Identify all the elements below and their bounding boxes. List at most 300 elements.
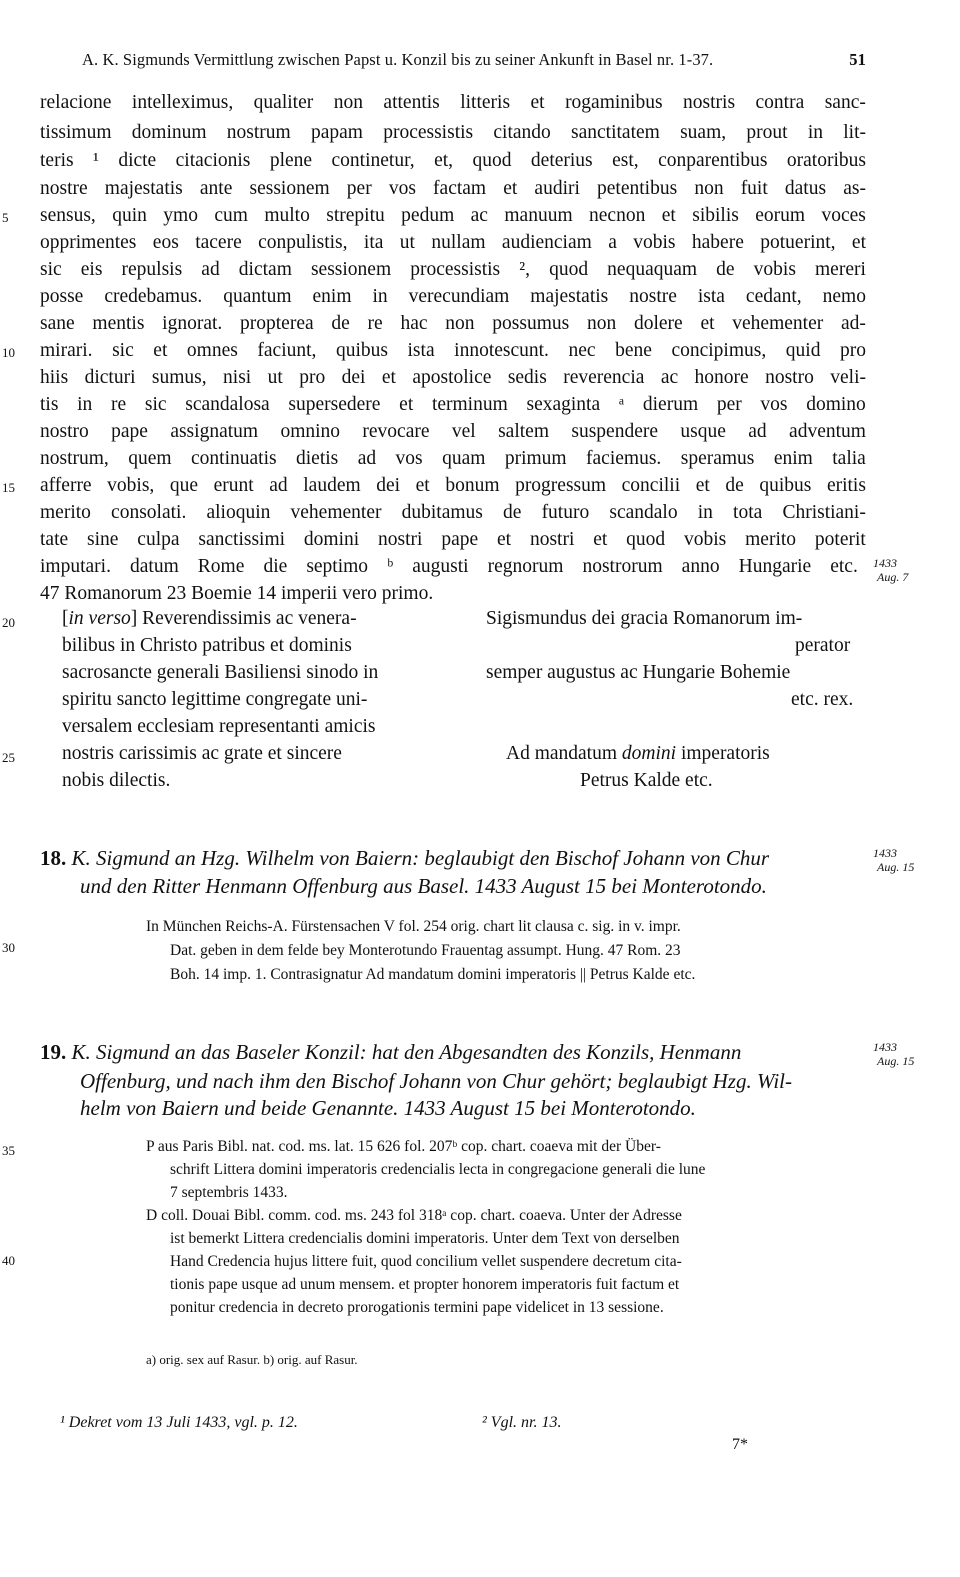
word: dierum <box>642 394 699 415</box>
source-line: D coll. Douai Bibl. comm. cod. ms. 243 fol 318ᵃ cop. chart. coaeva. Unter der Adresse <box>146 1207 682 1224</box>
line-number: 5 <box>2 210 9 225</box>
word: verecundiam <box>408 286 510 307</box>
word: pape <box>441 529 479 550</box>
word: faciunt, <box>257 340 317 361</box>
word: dubitamus <box>401 502 483 523</box>
entry-19-regest-3 <box>80 1096 696 1121</box>
regest-line: K. Sigmund an das Baseler Konzil: hat den Abgesandten des Konzils, Henmann <box>71 1040 742 1064</box>
word: processistis <box>383 122 474 143</box>
word: sic <box>144 394 167 415</box>
word: non <box>333 92 363 113</box>
word: sedis <box>507 367 547 388</box>
word: sessionem <box>310 259 392 280</box>
word: ignorat. <box>162 313 223 334</box>
word: enim <box>773 448 813 469</box>
word: de <box>716 259 735 280</box>
word: et <box>593 529 608 550</box>
word: dictam <box>238 259 292 280</box>
word: sic <box>112 340 134 361</box>
word: petentibus <box>597 178 678 199</box>
word: ista <box>407 340 435 361</box>
word: dominum <box>131 122 207 143</box>
word: cum <box>214 205 248 226</box>
word: pedum <box>401 205 455 226</box>
word: ac <box>660 367 679 388</box>
word: nec <box>568 340 596 361</box>
word: ac <box>470 205 488 226</box>
word: vos <box>388 178 416 199</box>
word: tacere <box>195 232 242 253</box>
word: ², <box>519 259 530 280</box>
word: papam <box>310 122 363 143</box>
word: scandalosa <box>185 394 270 415</box>
word: manuum <box>504 205 573 226</box>
word: concilii <box>621 475 681 496</box>
word: sanctitatem <box>571 122 660 143</box>
word: opprimentes <box>40 232 137 253</box>
margin-date <box>873 846 914 874</box>
word: et <box>851 232 866 253</box>
word: et <box>497 529 512 550</box>
word: continuatis <box>191 448 277 469</box>
word: quibus <box>759 475 812 496</box>
word: et <box>381 367 396 388</box>
word: quod <box>472 150 512 171</box>
word: audienciam <box>501 232 592 253</box>
word: propterea <box>240 313 314 334</box>
word: ad <box>357 448 377 469</box>
text-line <box>40 178 866 200</box>
word: nullam <box>431 232 486 253</box>
word: merito <box>40 502 91 523</box>
word: nequaquam <box>607 259 698 280</box>
word: credebamus. <box>104 286 203 307</box>
text-line <box>40 394 866 416</box>
word: plene <box>269 150 313 171</box>
word: nostrum <box>226 122 291 143</box>
word: nostre <box>40 178 88 199</box>
line-number: 35 <box>2 1143 15 1158</box>
page-number: 51 <box>849 50 866 69</box>
word: vobis <box>753 259 796 280</box>
address-line: sacrosancte generali Basiliensi sinodo in <box>62 662 379 683</box>
word: de <box>331 313 350 334</box>
word: vehementer <box>732 313 824 334</box>
word: conparentibus <box>658 150 768 171</box>
signature-line: Petrus Kalde etc. <box>580 770 713 791</box>
text-line <box>40 150 866 172</box>
signature-mark: 7* <box>732 1436 748 1453</box>
word: regnorum <box>487 556 564 577</box>
word: litteris <box>460 92 511 113</box>
regest-line: Offenburg, und nach ihm den Bischof Johann von Chur gehört; beglaubigt Hzg. Wil- <box>80 1069 792 1093</box>
text-line <box>40 205 866 227</box>
word: poterit <box>814 529 866 550</box>
word: mentis <box>92 313 145 334</box>
word: necnon <box>589 205 646 226</box>
word: consolati. <box>111 502 187 523</box>
word: possumus <box>492 313 570 334</box>
word: relacione <box>40 92 112 113</box>
text-line <box>40 259 866 281</box>
word: audiri <box>534 178 580 199</box>
word: adventum <box>789 421 866 442</box>
word: in <box>807 122 823 143</box>
word: ymo <box>163 205 198 226</box>
text-line <box>40 475 866 497</box>
word: vos <box>760 394 788 415</box>
entry-18-regest-2 <box>80 874 767 899</box>
word: quid <box>785 340 821 361</box>
word: et <box>153 340 168 361</box>
word: ᵇ <box>387 556 394 577</box>
word: habere <box>691 232 744 253</box>
word: posse <box>40 286 84 307</box>
word: culpa <box>137 529 180 550</box>
word: talia <box>832 448 866 469</box>
word: non <box>586 313 617 334</box>
source-line: In München Reichs-A. Fürstensachen V fol. 254 orig. chart lit clausa c. sig. in v. impr. <box>146 918 681 935</box>
word: datum <box>130 556 179 577</box>
entry-18-regest <box>40 846 865 871</box>
text-line <box>40 122 866 144</box>
word: repulsis <box>121 259 183 280</box>
word: ista <box>697 286 725 307</box>
text-line: 47 Romanorum 23 Boemie 14 imperii vero primo. <box>40 583 434 604</box>
entry-number: 18. <box>40 846 67 870</box>
word: nostri <box>378 529 423 550</box>
word: nostre <box>629 286 677 307</box>
source-line: schrift Littera domini imperatoris credencialis lecta in congregacione generali die lune <box>170 1161 706 1178</box>
word: suspendere <box>571 421 659 442</box>
word: vel <box>451 421 476 442</box>
word: imputari. <box>40 556 111 577</box>
word: citando <box>493 122 551 143</box>
word: que <box>169 475 199 496</box>
word: sessionem <box>249 178 330 199</box>
margin-day: Aug. 15 <box>877 1054 915 1068</box>
word: dei <box>376 475 401 496</box>
word: tis <box>40 394 59 415</box>
word: omnes <box>186 340 238 361</box>
word: eritis <box>826 475 866 496</box>
word: in <box>697 502 713 523</box>
word: pro <box>299 367 326 388</box>
word: a <box>608 232 617 253</box>
line-number: 40 <box>2 1253 15 1268</box>
word: et <box>661 205 676 226</box>
regest-line: K. Sigmund an Hzg. Wilhelm von Baiern: beglaubigt den Bischof Johann von Chur <box>71 846 770 870</box>
source-line: Hand Credencia hujus littere fuit, quod concilium vellet suspendere decretum cita- <box>170 1253 682 1270</box>
word: augusti <box>412 556 469 577</box>
word: concipimus, <box>671 340 767 361</box>
word: nostrum, <box>40 448 109 469</box>
regest-line: und den Ritter Henmann Offenburg aus Basel. 1433 August 15 bei Monterotondo. <box>80 874 767 898</box>
line-number: 15 <box>2 480 15 495</box>
word: sanctissimi <box>198 529 286 550</box>
word: non <box>694 178 724 199</box>
word: rogaminibus <box>565 92 663 113</box>
word: as- <box>843 178 866 199</box>
word: quam <box>442 448 486 469</box>
margin-day: Aug. 15 <box>877 860 915 874</box>
source-line: Boh. 14 imp. 1. Contrasignatur Ad mandatum domini imperatoris || Petrus Kalde etc. <box>170 966 696 983</box>
word: lit- <box>843 122 866 143</box>
word: nostro <box>765 367 814 388</box>
signature-line: Sigismundus dei gracia Romanorum im- <box>486 608 803 629</box>
source-line: tionis pape usque ad unum mensem. et propter honorem imperatoris fuit factum et <box>170 1276 680 1293</box>
critical-notes: a) orig. sex auf Rasur. b) orig. auf Rasur. <box>146 1352 358 1367</box>
word: afferre <box>40 475 92 496</box>
address-line: [in verso] Reverendissimis ac venera- <box>62 608 357 629</box>
word: ante <box>199 178 233 199</box>
word: continetur, <box>331 150 415 171</box>
word: erunt <box>213 475 254 496</box>
margin-year: 1433 <box>873 556 897 570</box>
word: vehementer <box>290 502 382 523</box>
word: in <box>372 286 388 307</box>
word: eos <box>152 232 179 253</box>
address-line: spiritu sancto legittime congregate uni- <box>62 689 368 710</box>
word: septimo <box>306 556 369 577</box>
text-line <box>40 232 866 254</box>
word: quibus <box>335 340 388 361</box>
word: terminum <box>431 394 508 415</box>
text-line <box>40 313 866 335</box>
word: dicturi <box>84 367 136 388</box>
word: eorum <box>755 205 806 226</box>
text-line <box>40 340 866 362</box>
word: die <box>263 556 288 577</box>
word: de <box>503 502 522 523</box>
word: ᵃ <box>618 394 625 415</box>
signature-line: Ad mandatum domini imperatoris <box>506 743 770 764</box>
word: re <box>367 313 383 334</box>
word: revocare <box>362 421 430 442</box>
word: tota <box>733 502 763 523</box>
word: reverencia <box>563 367 645 388</box>
word: est, <box>612 150 639 171</box>
word: dei <box>341 367 366 388</box>
word: domino <box>806 394 866 415</box>
word: citacionis <box>175 150 251 171</box>
word: veli- <box>830 367 866 388</box>
word: anno <box>681 556 720 577</box>
word: quod <box>626 529 666 550</box>
word: ad <box>201 259 220 280</box>
word: ad <box>269 475 288 496</box>
word: Christiani- <box>782 502 866 523</box>
word: deterius <box>530 150 593 171</box>
regest-line: helm von Baiern und beide Genannte. 1433 August 15 bei Monterotondo. <box>80 1096 696 1120</box>
word: multo <box>264 205 310 226</box>
word: contra <box>755 92 805 113</box>
word: sibilis <box>692 205 739 226</box>
running-title: A. K. Sigmunds Vermittlung zwischen Papst u. Konzil bis zu seiner Ankunft in Basel nr. 1-37. <box>82 50 714 69</box>
word: quantum <box>223 286 292 307</box>
word: vobis <box>633 232 676 253</box>
word: saltem <box>498 421 549 442</box>
word: bene <box>615 340 652 361</box>
word: intelleximus, <box>131 92 234 113</box>
word: mirari. <box>40 340 93 361</box>
word: enim <box>312 286 352 307</box>
word: sensus, <box>40 205 96 226</box>
word: sic <box>40 259 62 280</box>
word: tate <box>40 529 69 550</box>
word: vobis <box>684 529 727 550</box>
word: nemo <box>822 286 866 307</box>
word: quem <box>128 448 172 469</box>
address-line: versalem ecclesiam representanti amicis <box>62 716 376 737</box>
word: quod <box>549 259 589 280</box>
word: voces <box>821 205 866 226</box>
word: per <box>346 178 372 199</box>
word: hiis <box>40 367 69 388</box>
word: Rome <box>197 556 245 577</box>
word: teris <box>40 150 74 171</box>
word: pape <box>111 421 148 442</box>
word: strepitu <box>326 205 385 226</box>
address-line: nostris carissimis ac grate et sincere <box>62 743 342 764</box>
word: per <box>716 394 742 415</box>
running-header <box>82 50 866 70</box>
source-line: ponitur credencia in decreto prorogationis termini pape videlicet in 13 sessione. <box>170 1299 664 1316</box>
word: dietis <box>296 448 339 469</box>
word: pro <box>840 340 866 361</box>
word: mereri <box>815 259 866 280</box>
word: faciemus. <box>586 448 662 469</box>
text-line <box>40 502 866 524</box>
footnote-1: ¹ Dekret vom 13 Juli 1433, vgl. p. 12. <box>60 1414 298 1431</box>
margin-year: 1433 <box>873 1040 897 1054</box>
word: in <box>77 394 93 415</box>
word: innotescunt. <box>454 340 549 361</box>
word: etc. <box>830 556 858 577</box>
word: fuit <box>740 178 768 199</box>
word: potuerint, <box>760 232 836 253</box>
word: sumus, <box>151 367 207 388</box>
source-line: Dat. geben in dem felde bey Monterotundo Frauentag assumpt. Hung. 47 Rom. 23 <box>170 942 681 959</box>
word: ita <box>363 232 384 253</box>
word: apostolice <box>412 367 492 388</box>
line-number: 20 <box>2 615 15 630</box>
word: ut <box>399 232 415 253</box>
word: re <box>111 394 127 415</box>
word: oratoribus <box>786 150 866 171</box>
word: conpulistis, <box>258 232 348 253</box>
word: ut <box>267 367 283 388</box>
word: progressum <box>515 475 607 496</box>
signature-line: etc. rex. <box>791 689 854 710</box>
word: et <box>399 394 414 415</box>
word: Hungarie <box>738 556 812 577</box>
word: de <box>725 475 744 496</box>
text-line <box>40 367 866 389</box>
word: non <box>445 313 475 334</box>
line-number: 10 <box>2 345 15 360</box>
word: quin <box>112 205 147 226</box>
word: speramus <box>680 448 755 469</box>
text-line <box>40 421 866 443</box>
word: et <box>503 178 518 199</box>
word: domini <box>303 529 360 550</box>
word: qualiter <box>253 92 314 113</box>
entry-19-regest-2 <box>80 1069 792 1094</box>
word: nisi <box>223 367 252 388</box>
word: honore <box>694 367 749 388</box>
word: tissimum <box>40 122 112 143</box>
margin-date <box>873 556 908 584</box>
signature-line: semper augustus ac Hungarie Bohemie <box>486 662 791 683</box>
word: nostrorum <box>582 556 663 577</box>
word: cedant, <box>745 286 802 307</box>
word: processistis <box>410 259 501 280</box>
word: factam <box>433 178 487 199</box>
word: hac <box>400 313 428 334</box>
text-line <box>40 286 866 308</box>
word: dicte <box>118 150 157 171</box>
text-line <box>40 556 858 578</box>
word: sexaginta <box>526 394 601 415</box>
word: et <box>695 475 710 496</box>
word: dolere <box>633 313 683 334</box>
word: futuro <box>541 502 590 523</box>
word: et <box>700 313 715 334</box>
word: alioquin <box>206 502 271 523</box>
word: ¹ <box>93 150 99 171</box>
text-line <box>40 92 866 114</box>
word: datus <box>784 178 827 199</box>
word: ad <box>748 421 767 442</box>
line-number: 30 <box>2 940 15 955</box>
source-line: 7 septembris 1433. <box>170 1184 288 1201</box>
word: laudem <box>303 475 361 496</box>
word: et <box>415 475 430 496</box>
word: majestatis <box>530 286 609 307</box>
word: supersedere <box>288 394 381 415</box>
text-line <box>40 448 866 470</box>
word: nostri <box>529 529 575 550</box>
word: scandalo <box>609 502 678 523</box>
word: suam, <box>680 122 727 143</box>
word: nostro <box>40 421 89 442</box>
word: usque <box>680 421 726 442</box>
word: primum <box>504 448 567 469</box>
line-number: 25 <box>2 750 15 765</box>
word: et, <box>434 150 454 171</box>
word: bonum <box>445 475 500 496</box>
word: attentis <box>383 92 440 113</box>
word: vos <box>395 448 423 469</box>
word: vobis, <box>107 475 155 496</box>
word: prout <box>746 122 788 143</box>
word: omnino <box>280 421 341 442</box>
margin-date <box>873 1040 914 1068</box>
source-line: P aus Paris Bibl. nat. cod. ms. lat. 15 626 fol. 207ᵇ cop. chart. coaeva mit der Über- <box>146 1138 661 1155</box>
word: et <box>530 92 545 113</box>
word: eis <box>80 259 103 280</box>
word: sane <box>40 313 75 334</box>
address-line: nobis dilectis. <box>62 770 171 791</box>
signature-line: perator <box>795 635 851 656</box>
word: nostris <box>683 92 736 113</box>
word: merito <box>745 529 797 550</box>
word: ad- <box>840 313 866 334</box>
word: majestatis <box>104 178 183 199</box>
address-line: bilibus in Christo patribus et dominis <box>62 635 352 656</box>
text-line <box>40 529 866 551</box>
